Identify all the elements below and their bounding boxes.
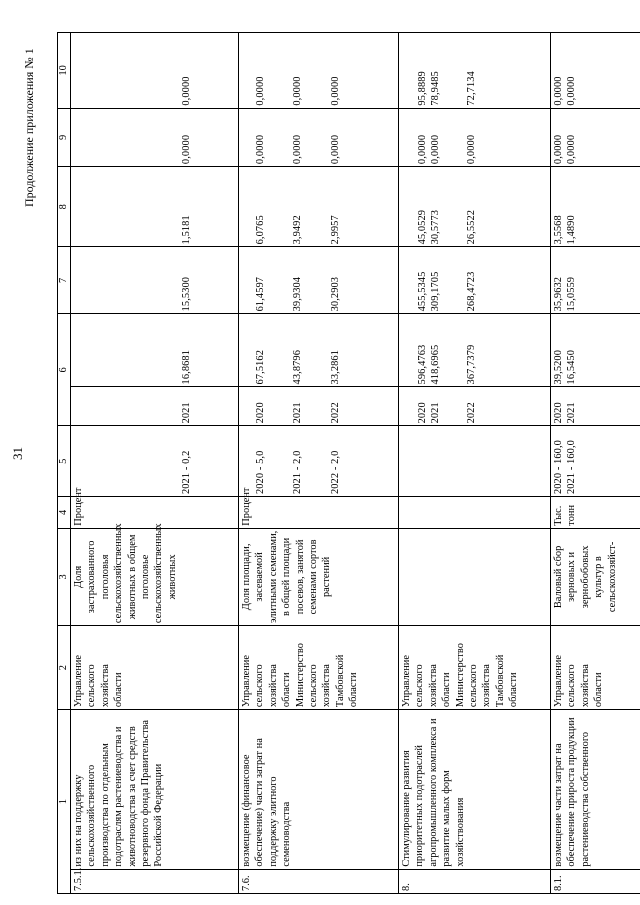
year-value: 2020 [417,402,428,424]
total-funding-value: 16,5450 [566,349,578,385]
row-number [71,869,239,893]
header-cell: 2 [58,626,71,710]
federal-budget-value: 455,5345 [417,271,428,312]
local-budget-value: 0,0000 [553,134,564,165]
total-funding-value: 33,2861 [329,349,341,385]
local-budget [239,108,399,166]
year-value: 2020 [255,402,266,424]
federal-budget [239,247,399,314]
local-budget-value: 0,0000 [181,134,192,165]
responsible-executor-text: Управление сельского хозяйства области [73,655,125,708]
header-cell: 8 [58,167,71,247]
regional-budget-value: 1,4890 [566,215,578,245]
total-funding-value: 418,6965 [430,344,442,385]
federal-budget-value: 30,2903 [329,276,341,312]
target-value-value: 2020 - 160,0 [553,440,564,495]
header-cell: 5 [58,426,71,497]
row-number [239,869,399,893]
indicator-name [399,528,551,625]
year [239,387,399,426]
regional-budget-value: 1,5181 [181,215,192,245]
row-number-text: 8. [401,883,412,891]
regional-budget [399,167,551,247]
local-budget [551,108,640,166]
measure-name-text: из них на поддержку сельскохозяйственного производства по отдельным подотраслям растениеводства и животноводства за счет средств резервного фонда Правительства Российской Федерации [73,719,165,867]
extra-budget [399,33,551,109]
responsible-executor-text: Управление сельского хозяйства области [553,655,605,708]
local-budget-value: 0,0000 [430,134,442,165]
federal-budget [399,247,551,314]
unit-text: Процент [73,487,84,526]
total-funding [71,314,239,387]
local-budget-value: 0,0000 [417,134,428,165]
row-number [551,869,640,893]
federal-budget-value: 61,4597 [255,276,266,312]
regional-budget-value: 3,9492 [292,215,304,245]
responsible-executor [399,626,551,710]
year [551,387,640,426]
row-number-text: 7.6. [241,875,252,891]
header-cell: 6 [58,314,71,426]
extra-budget-value: 0,0000 [292,76,304,106]
header-cell: 10 [58,33,71,109]
local-budget [399,108,551,166]
page-number: 31 [10,447,25,460]
extra-budget-value: 0,0000 [329,76,341,106]
year-value: 2021 [430,402,442,424]
responsible-executor [71,626,239,710]
row-number-text: 8.1. [553,875,564,891]
regional-budget-value: 3,5568 [553,215,564,245]
target-value-value: 2021 - 2,0 [292,450,304,495]
measure-name [551,710,640,870]
extra-budget-value: 95,8889 [417,71,428,106]
federal-budget-value: 39,9304 [292,276,304,312]
header-cell: 9 [58,108,71,166]
measure-name-text: возмещение части затрат на обеспечение прироста продукции растениеводства собственного [553,717,591,867]
year-value: 2021 [566,402,578,424]
federal-budget [551,247,640,314]
total-funding-value: 367,7379 [465,344,477,385]
header-cell: 7 [58,247,71,314]
extra-budget-value: 72,7134 [465,71,477,106]
year-value: 2021 [292,402,304,424]
responsible-executor [239,626,399,710]
federal-budget-value: 35,9632 [553,276,564,312]
measure-name [399,710,551,870]
table-row [239,33,399,894]
target-value-value: 2020 - 5,0 [255,450,266,495]
header-cell: 4 [58,497,71,529]
row-number [399,869,551,893]
federal-budget-value: 15,5300 [181,276,192,312]
extra-budget-value: 0,0000 [566,76,578,106]
extra-budget-value: 0,0000 [553,76,564,106]
responsible-executor-text: Управление сельского хозяйства области Министерство сельского хозяйства Тамбовской области [401,643,520,708]
total-funding-value: 43,8796 [292,349,304,385]
row-number-text: 7.5.1. [73,867,84,891]
target-value-value [429,428,442,494]
responsible-executor-text: Управление сельского хозяйства области Министерство сельского хозяйства Тамбовской области [241,643,360,708]
target-value [399,426,551,497]
regional-budget-value: 45,0529 [417,209,428,245]
total-funding [551,314,640,387]
total-funding-value: 16,8681 [181,349,192,385]
extra-budget [71,33,239,109]
total-funding-value: 67,5162 [255,349,266,385]
unit [399,497,551,529]
federal-budget [71,247,239,314]
table-row [71,33,239,894]
target-value [71,426,239,497]
federal-budget-value: 309,1705 [430,271,442,312]
target-value-value: 2021 - 160,0 [566,440,578,495]
regional-budget [71,167,239,247]
local-budget-value: 0,0000 [465,134,477,165]
year-value: 2021 [181,402,192,424]
regional-budget-value: 2,9957 [329,215,341,245]
indicator-name-text: Доля площади, засеваемой элитными семенами, в общей площади посевов, занятой семенами сортов растений [241,530,333,624]
header-row [58,33,71,894]
measure-name [239,710,399,870]
extra-budget [239,33,399,109]
extra-budget-value: 0,0000 [255,76,266,106]
local-budget-value: 0,0000 [292,134,304,165]
extra-budget-value: 78,9485 [430,71,442,106]
indicator-name [551,528,640,625]
measure-name [71,710,239,870]
target-value [551,426,640,497]
year-value: 2022 [329,402,341,424]
target-value-value [416,428,429,494]
measure-name-text: возмещение (финансовое обеспечение) части затрат на поддержку элитного семеноводства [241,738,293,867]
local-budget-value: 0,0000 [255,134,266,165]
extra-budget-value: 0,0000 [181,76,192,106]
program-table [57,32,640,894]
unit [239,487,399,529]
target-value-value: 2021 - 0,2 [181,450,192,495]
regional-budget-value: 6,0765 [255,215,266,245]
header-cell: 3 [58,528,71,625]
regional-budget-value: 26,5522 [465,209,477,245]
local-budget-value: 0,0000 [566,134,578,165]
table-row [399,33,551,894]
target-value-value [465,428,478,494]
target-value [239,426,399,497]
table-row [551,33,640,894]
indicator-name [239,528,399,625]
regional-budget [551,167,640,247]
indicator-name-text: Доля застрахованного поголовья сельскохозяйственных животных в общем поголовье сельскохозяйственных животных [73,523,178,624]
local-budget [71,108,239,166]
appendix-title: Продолжение приложения № 1 [22,48,36,207]
year [71,387,239,426]
unit [551,497,640,529]
total-funding [399,314,551,387]
total-funding-value: 39,5200 [553,349,564,385]
regional-budget-value: 30,5773 [430,209,442,245]
federal-budget-value: 268,4723 [465,271,477,312]
year-value: 2020 [553,402,564,424]
total-funding [239,314,399,387]
unit-text: Процент [241,487,252,526]
indicator-name [71,523,239,625]
year-value: 2022 [465,402,477,424]
responsible-executor [551,626,640,710]
unit-text: Тыс. тонн [553,504,578,526]
indicator-name-text: Валовый сбор зерновых и зернобобовых культур в сельскохозяйст- [553,541,618,613]
regional-budget [239,167,399,247]
target-value-value: 2022 - 2,0 [329,450,341,495]
local-budget-value: 0,0000 [329,134,341,165]
year [399,387,551,426]
total-funding-value: 596,4763 [417,344,428,385]
measure-name-text: Стимулирование развития приоритетных подотраслей агропромышленного комплекса и развитие малых форм хозяйствования [401,718,466,867]
extra-budget [551,33,640,109]
header-cell: 1 [58,710,71,894]
federal-budget-value: 15,0559 [566,276,578,312]
